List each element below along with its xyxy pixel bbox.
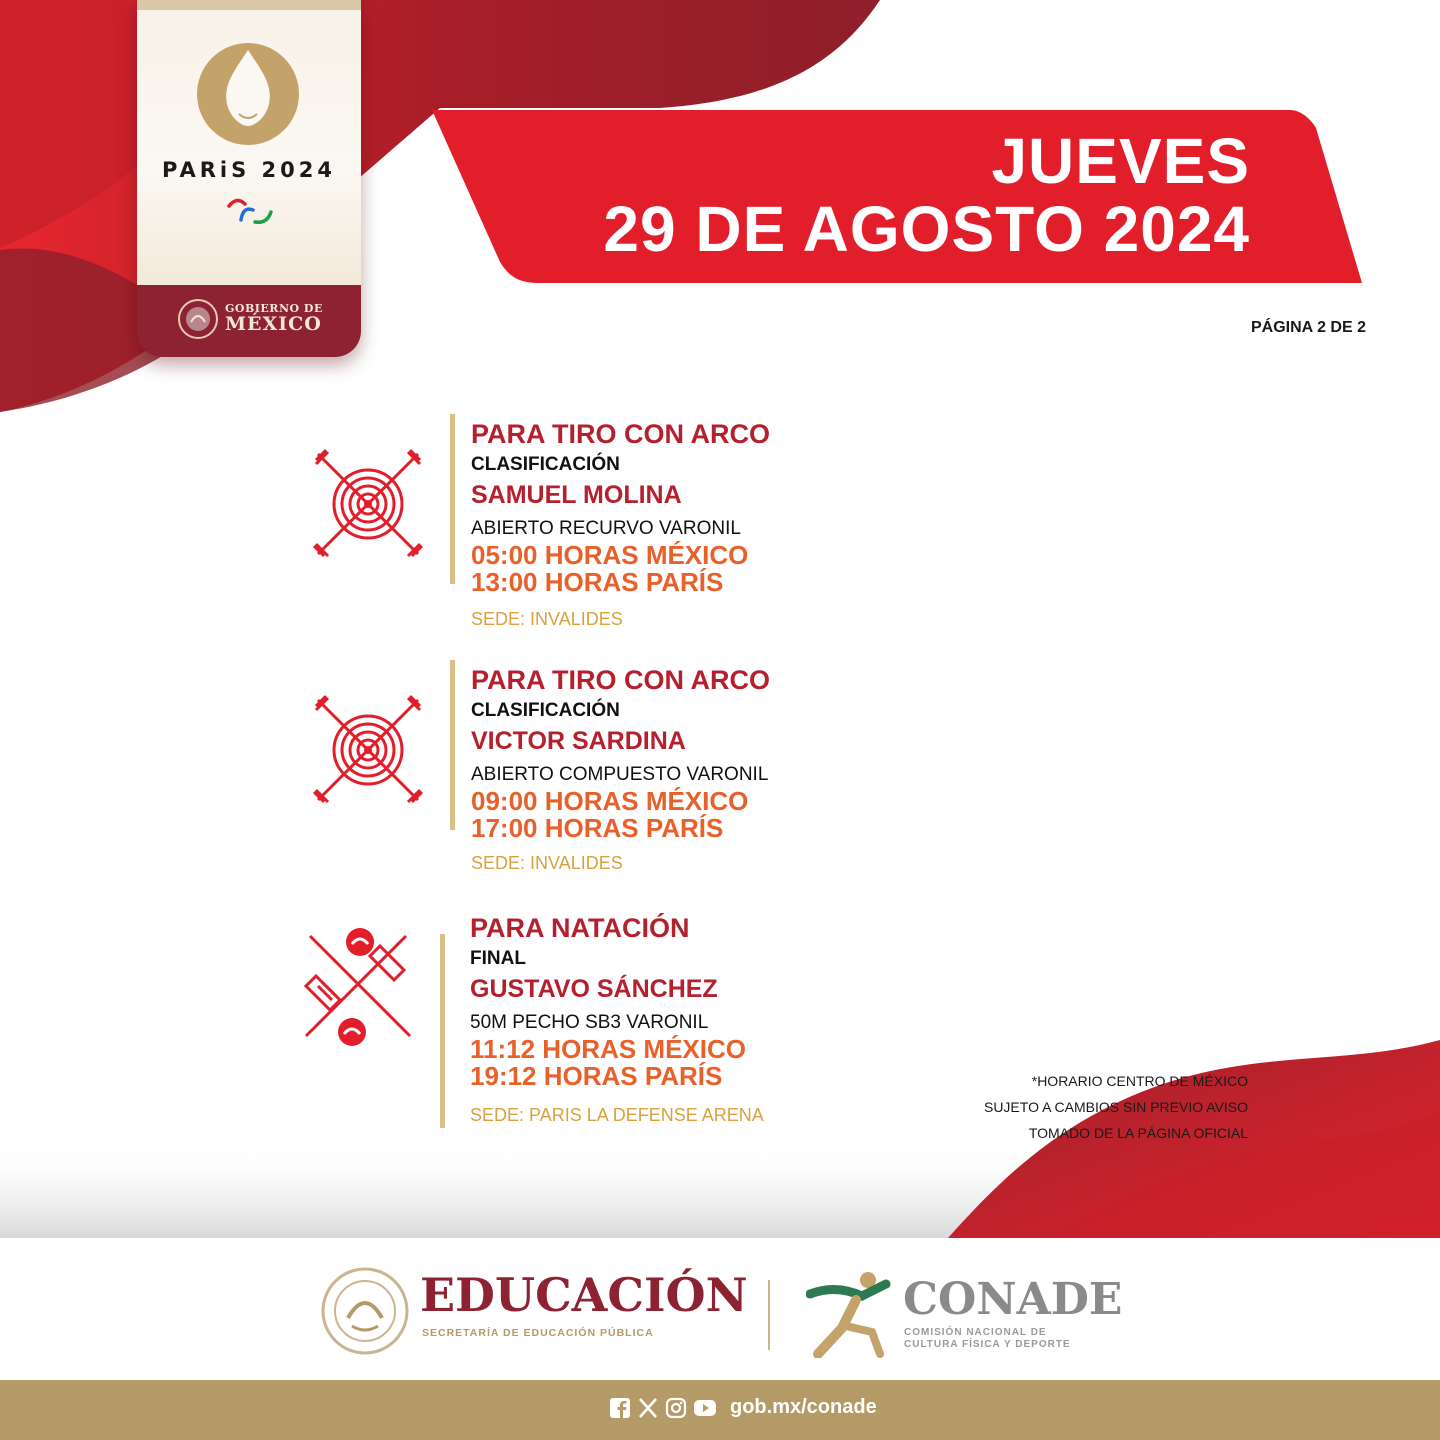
event-details <box>471 664 770 874</box>
event-divider <box>450 660 455 830</box>
event-phase: FINAL <box>470 948 526 969</box>
footer-social-band <box>0 1380 1440 1440</box>
event-card-3 <box>296 908 916 1138</box>
gobierno-de-mexico-label <box>225 303 323 334</box>
conade-logo-subtitle <box>904 1327 1071 1351</box>
sport-name: PARA TIRO CON ARCO <box>471 665 770 695</box>
event-venue: SEDE: INVALIDES <box>471 853 623 873</box>
paralympic-agitos-icon <box>221 192 277 232</box>
instagram-icon[interactable] <box>665 1397 687 1419</box>
time-paris: 13:00 HORAS PARÍS <box>471 567 724 597</box>
youtube-icon[interactable] <box>693 1397 715 1419</box>
event-category: 50M PECHO SB3 VARONIL <box>470 1012 709 1033</box>
social-icons <box>609 1397 715 1419</box>
event-card-2 <box>296 660 916 885</box>
athlete-name: VICTOR SARDINA <box>471 727 686 755</box>
event-details <box>470 912 764 1126</box>
page-indicator: PÁGINA 2 DE 2 <box>1251 319 1366 336</box>
educacion-logo-title: EDUCACIÓN <box>420 1268 748 1322</box>
event-category: ABIERTO COMPUESTO VARONIL <box>471 764 769 785</box>
sport-name: PARA NATACIÓN <box>470 913 690 943</box>
time-mexico: 09:00 HORAS MÉXICO <box>471 786 749 816</box>
time-paris: 17:00 HORAS PARÍS <box>471 813 724 843</box>
gov-line1: GOBIERNO DE <box>225 302 323 315</box>
conade-runner-icon <box>806 1270 898 1358</box>
paris-flame-icon <box>193 42 303 147</box>
event-card-1 <box>296 414 916 639</box>
mexico-seal-icon <box>320 1266 410 1356</box>
athlete-name: SAMUEL MOLINA <box>471 481 682 509</box>
swimming-icon <box>296 922 420 1052</box>
time-paris: 19:12 HORAS PARÍS <box>470 1061 723 1091</box>
conade-logo-title: CONADE <box>903 1274 1123 1325</box>
day-title: JUEVES <box>991 125 1250 197</box>
archery-target-icon <box>312 694 424 806</box>
event-divider <box>450 414 455 584</box>
schedule-notes <box>984 1068 1248 1146</box>
archery-target-icon <box>312 448 424 560</box>
facebook-icon[interactable] <box>609 1397 631 1419</box>
event-divider <box>440 934 445 1128</box>
conade-sub-line2: CULTURA FÍSICA Y DEPORTE <box>904 1339 1071 1350</box>
note-line3: TOMADO DE LA PÁGINA OFICIAL <box>1028 1125 1248 1141</box>
gov-line2: MÉXICO <box>225 312 322 335</box>
x-icon[interactable] <box>637 1397 659 1419</box>
sport-name: PARA TIRO CON ARCO <box>471 419 770 449</box>
event-details <box>471 418 770 630</box>
event-phase: CLASIFICACIÓN <box>471 454 620 475</box>
educacion-logo-subtitle: SECRETARÍA DE EDUCACIÓN PÚBLICA <box>422 1327 654 1339</box>
note-line1: *HORARIO CENTRO DE MÉXICO <box>1031 1073 1248 1089</box>
footer-divider <box>768 1280 770 1350</box>
event-venue: SEDE: PARIS LA DEFENSE ARENA <box>470 1105 764 1125</box>
time-mexico: 11:12 HORAS MÉXICO <box>470 1034 746 1064</box>
mexico-coat-of-arms-icon <box>177 298 219 340</box>
time-mexico: 05:00 HORAS MÉXICO <box>471 540 749 570</box>
paris-2024-text: PARiS 2024 <box>162 158 336 182</box>
athlete-name: GUSTAVO SÁNCHEZ <box>470 975 718 1003</box>
conade-sub-line1: COMISIÓN NACIONAL DE <box>904 1327 1047 1338</box>
event-venue: SEDE: INVALIDES <box>471 609 623 629</box>
website-link[interactable]: gob.mx/conade <box>730 1396 877 1418</box>
event-phase: CLASIFICACIÓN <box>471 700 620 721</box>
date-title: 29 DE AGOSTO 2024 <box>603 193 1250 265</box>
note-line2: SUJETO A CAMBIOS SIN PREVIO AVISO <box>983 1099 1248 1115</box>
paris-2024-logo-card <box>137 0 361 357</box>
event-category: ABIERTO RECURVO VARONIL <box>471 518 741 539</box>
